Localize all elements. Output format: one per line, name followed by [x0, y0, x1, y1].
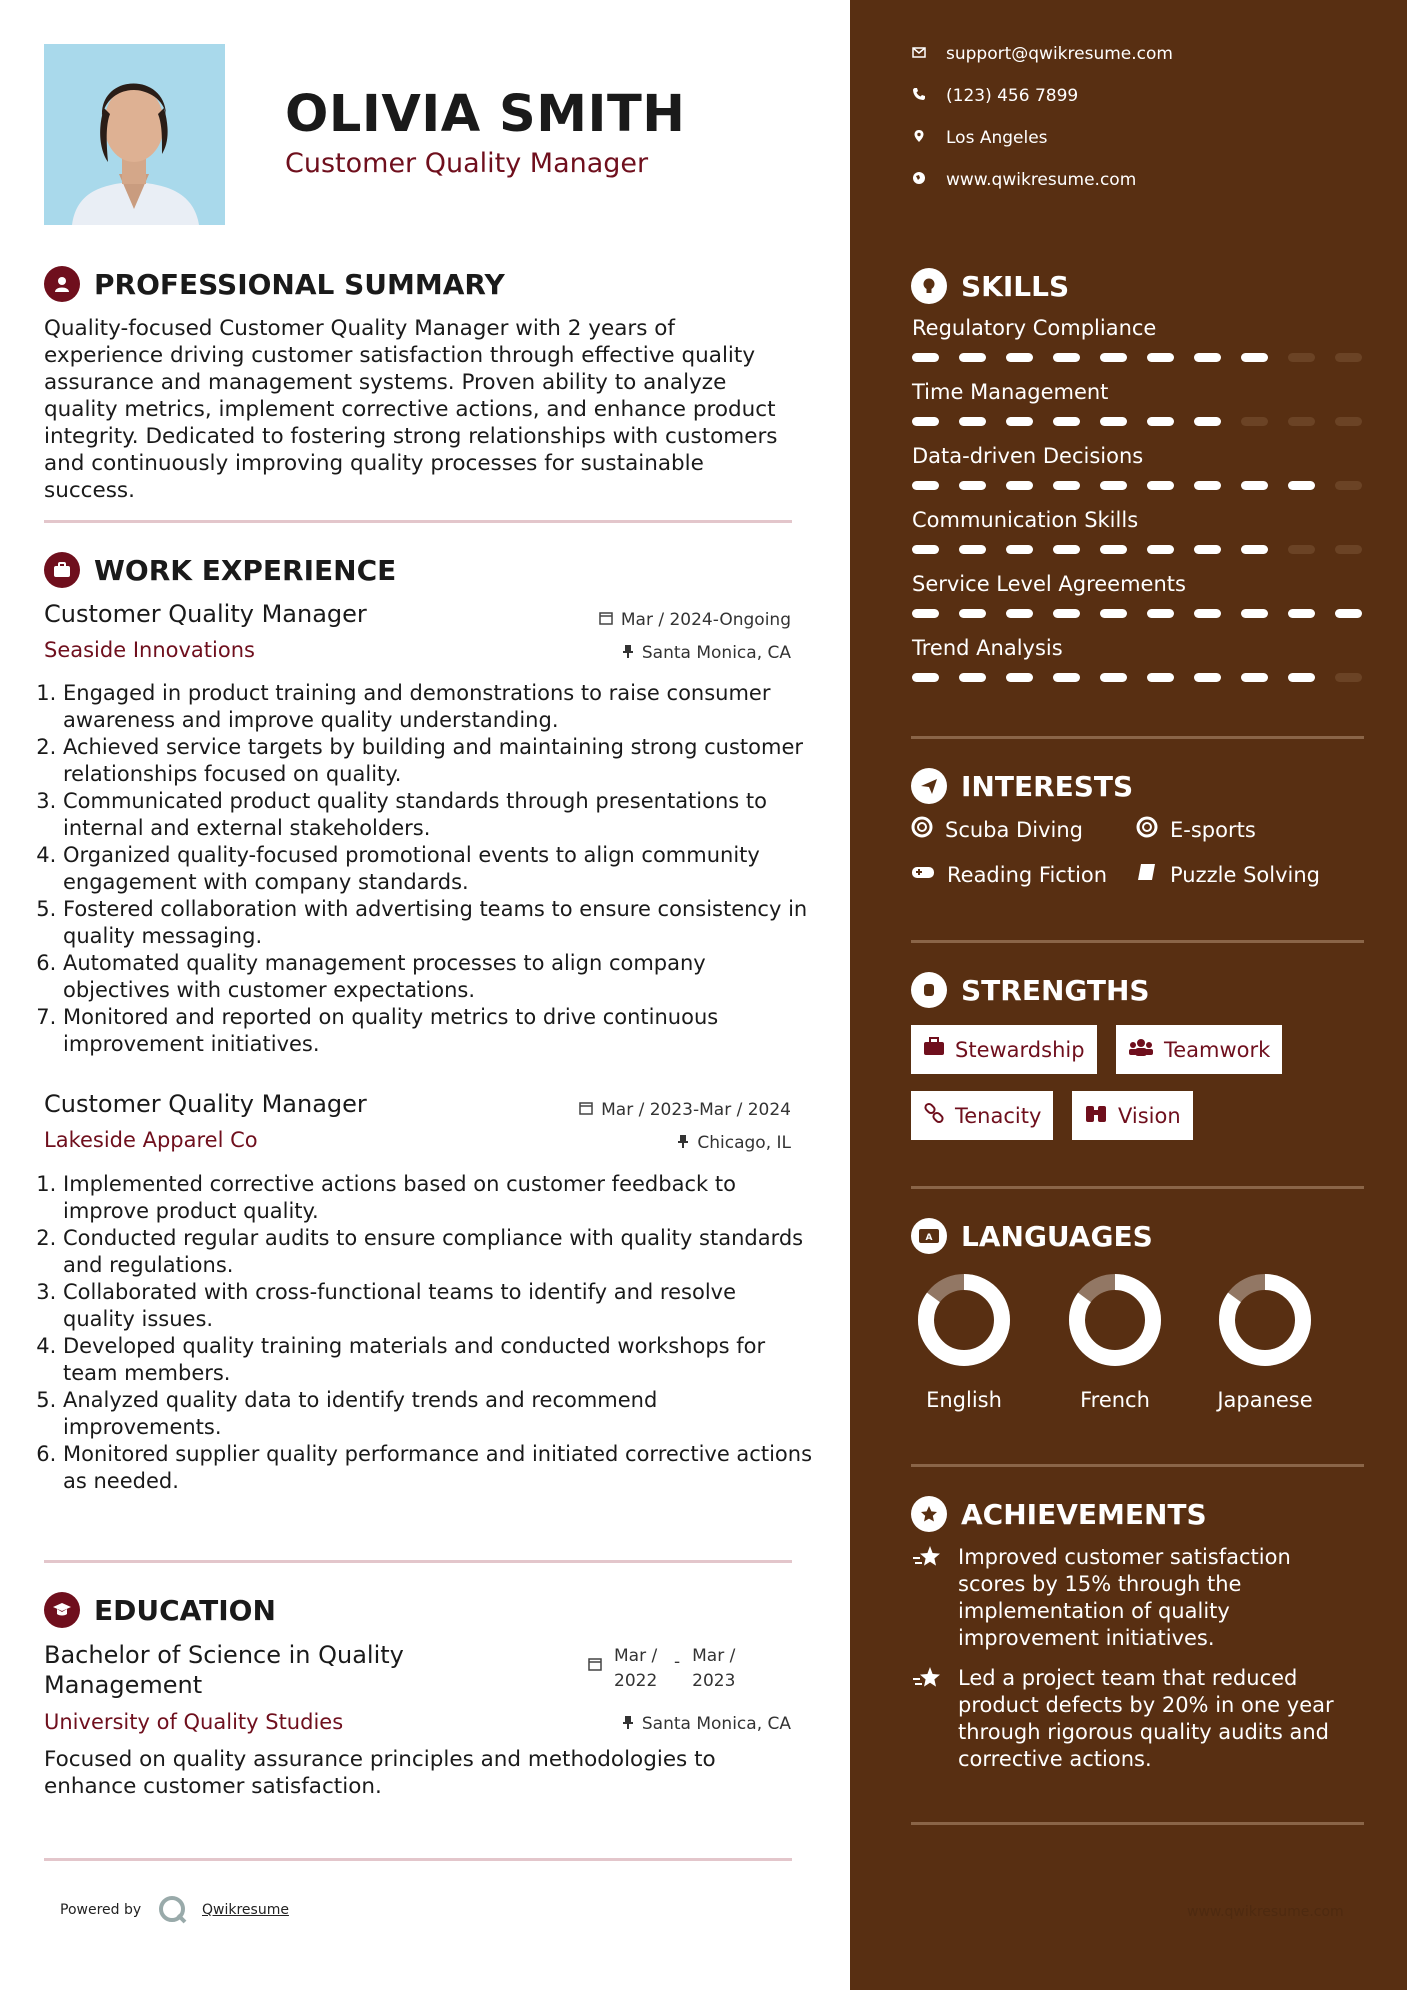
interests-title: INTERESTS — [961, 769, 1134, 803]
user-icon — [44, 266, 80, 302]
interests-heading — [911, 768, 1133, 804]
paper-plane-icon — [911, 768, 947, 804]
list-item: 1. Implemented corrective actions based on customer feedback to improve product quality. — [63, 1171, 813, 1225]
degree-title: Bachelor of Science in Quality Management — [44, 1641, 404, 1699]
skill-level-dash — [1053, 417, 1080, 426]
education-description: Focused on quality assurance principles and methodologies to enhance customer satisfaction. — [44, 1747, 716, 1799]
star-icon — [912, 1544, 944, 1652]
work-heading — [44, 552, 396, 588]
skill-level-dash — [959, 673, 986, 682]
skill-level-dash — [1288, 481, 1315, 490]
language-ring — [914, 1270, 1014, 1370]
skill-level-dash — [1100, 609, 1127, 618]
globe-icon — [912, 170, 926, 190]
divider — [44, 520, 792, 523]
skills-heading — [911, 268, 1069, 304]
language-item — [889, 1270, 1039, 1412]
skill-level-dash — [1100, 353, 1127, 362]
candidate-role: Customer Quality Manager — [285, 148, 649, 179]
list-item: 6. Automated quality management processes to align company objectives with customer expectations. — [63, 950, 813, 1004]
skill-level-dash — [1100, 545, 1127, 554]
languages-heading — [911, 1218, 1153, 1254]
skill-level-dash — [1053, 609, 1080, 618]
skill-level-dash — [959, 417, 986, 426]
skill-level-dash — [1194, 545, 1221, 554]
skill-level-dash — [1100, 673, 1127, 682]
calendar-icon — [579, 1100, 593, 1120]
skill-level-dash — [959, 609, 986, 618]
contact-phone[interactable]: (123) 456 7899 — [912, 86, 1078, 106]
education-end: Mar / 2023 — [692, 1646, 736, 1691]
education-start: Mar / 2022 — [614, 1646, 658, 1691]
achievement-item: Improved customer satisfaction scores by 15% through the implementation of quality improvement initiatives. — [912, 1544, 1352, 1652]
divider — [911, 736, 1364, 739]
list-item: 3. Collaborated with cross-functional teams to identify and resolve quality issues. — [63, 1279, 813, 1333]
skill-level-dash — [912, 481, 939, 490]
achievements-heading — [911, 1496, 1207, 1532]
star-icon — [912, 1665, 944, 1773]
skill-level-dash — [1288, 673, 1315, 682]
language-item — [1190, 1270, 1340, 1412]
language-label: Japanese — [1217, 1388, 1313, 1412]
skill-level-dash — [1241, 609, 1268, 618]
skill-level-dash — [1006, 353, 1033, 362]
skill-level-dash — [1241, 673, 1268, 682]
skill-level-dash — [1006, 481, 1033, 490]
achievement-item: Led a project team that reduced product defects by 20% in one year through rigorous quality audits and corrective actions. — [912, 1665, 1352, 1773]
job-location: Santa Monica, CA — [622, 643, 791, 663]
binoculars-icon — [1084, 1102, 1108, 1129]
skill-level-dash — [1147, 417, 1174, 426]
skill-level-dash — [1006, 417, 1033, 426]
skill-name: Time Management — [912, 380, 1109, 404]
contact-email[interactable]: support@qwikresume.com — [912, 44, 1173, 64]
job-date: Mar / 2023-Mar / 2024 — [579, 1100, 791, 1120]
education-dates — [588, 1644, 740, 1694]
strengths-heading — [911, 972, 1150, 1008]
job-company: Lakeside Apparel Co — [44, 1128, 258, 1152]
job-bullets — [44, 1171, 813, 1495]
list-item: 5. Fostered collaboration with advertising teams to ensure consistency in quality messaging. — [63, 896, 813, 950]
life-ring-icon — [1136, 816, 1158, 843]
skill-level-dash — [1194, 609, 1221, 618]
summary-title: PROFESSIONAL SUMMARY — [94, 267, 505, 301]
interest-item: E-sports — [1136, 816, 1256, 843]
star-badge-icon — [911, 1496, 947, 1532]
language-label: French — [1080, 1388, 1150, 1412]
language-label: English — [926, 1388, 1002, 1412]
divider — [911, 1186, 1364, 1189]
skill-level-bar — [912, 417, 1362, 426]
qwikresume-link[interactable]: Qwikresume — [202, 1902, 289, 1918]
gamepad-icon — [911, 861, 935, 888]
list-item: 4. Developed quality training materials and conducted workshops for team members. — [63, 1333, 813, 1387]
avatar — [44, 44, 225, 225]
job-bullets — [44, 680, 813, 1058]
list-item: 6. Monitored supplier quality performance and initiated corrective actions as needed. — [63, 1441, 813, 1495]
briefcase-icon — [923, 1037, 945, 1062]
achievements-title: ACHIEVEMENTS — [961, 1497, 1207, 1531]
skill-level-dash — [1100, 417, 1127, 426]
footer-website: www.qwikresume.com — [1187, 1904, 1344, 1920]
link-icon — [923, 1102, 945, 1129]
skill-level-dash — [1006, 609, 1033, 618]
skill-level-bar — [912, 353, 1362, 362]
skill-level-dash — [1147, 545, 1174, 554]
skill-level-bar — [912, 673, 1362, 682]
skill-level-dash — [912, 417, 939, 426]
life-ring-icon — [911, 816, 933, 843]
job-title: Customer Quality Manager — [44, 600, 367, 628]
skill-name: Service Level Agreements — [912, 572, 1186, 596]
skill-name: Communication Skills — [912, 508, 1139, 532]
skill-level-dash — [1194, 673, 1221, 682]
skill-level-dash — [959, 481, 986, 490]
skill-level-dash — [1147, 481, 1174, 490]
skill-level-dash — [1053, 353, 1080, 362]
strengths-title: STRENGTHS — [961, 973, 1150, 1007]
skill-level-dash — [912, 673, 939, 682]
language-ring — [1215, 1270, 1315, 1370]
skill-level-bar — [912, 481, 1362, 490]
skill-level-dash — [1288, 417, 1315, 426]
strength-badge: Tenacity — [911, 1091, 1053, 1140]
skill-level-dash — [1241, 353, 1268, 362]
list-item: 1. Engaged in product training and demonstrations to raise consumer awareness and improve quality understanding. — [63, 680, 813, 734]
summary-text: Quality-focused Customer Quality Manager with 2 years of experience driving customer satisfaction through effective quality assurance and management systems. Proven ability to analyze quality metrics, implement corrective actions, and enhance product integrity. Dedicated to fostering strong relationships with customers and continuously improving quality processes for sustainable success. — [44, 316, 778, 503]
phone-icon — [912, 86, 926, 106]
list-item: 5. Analyzed quality data to identify trends and recommend improvements. — [63, 1387, 813, 1441]
profile-photo — [44, 44, 225, 225]
skill-level-dash — [1335, 417, 1362, 426]
interest-item: Scuba Diving — [911, 816, 1083, 843]
skill-level-dash — [1335, 353, 1362, 362]
interest-item: Reading Fiction — [911, 861, 1107, 888]
users-icon — [1128, 1037, 1154, 1062]
divider — [911, 1822, 1364, 1825]
skill-level-dash — [1288, 609, 1315, 618]
summary-heading — [44, 266, 505, 302]
skill-level-bar — [912, 545, 1362, 554]
school-name: University of Quality Studies — [44, 1710, 344, 1734]
skill-name: Data-driven Decisions — [912, 444, 1144, 468]
lightbulb-icon — [911, 268, 947, 304]
skill-level-dash — [1288, 353, 1315, 362]
divider — [44, 1858, 792, 1861]
skill-level-dash — [1335, 545, 1362, 554]
strength-badge: Teamwork — [1116, 1025, 1282, 1074]
skill-name: Trend Analysis — [912, 636, 1063, 660]
list-item: 4. Organized quality-focused promotional events to align community engagement with company standards. — [63, 842, 813, 896]
skill-level-dash — [1147, 673, 1174, 682]
list-item: 7. Monitored and reported on quality metrics to drive continuous improvement initiatives. — [63, 1004, 813, 1058]
language-ring — [1065, 1270, 1165, 1370]
qwikresume-logo-icon — [158, 1895, 188, 1929]
languages-title: LANGUAGES — [961, 1219, 1153, 1253]
job-date: Mar / 2024-Ongoing — [599, 610, 791, 630]
skill-level-dash — [912, 353, 939, 362]
education-title: EDUCATION — [94, 1593, 276, 1627]
list-item: 2. Conducted regular audits to ensure compliance with quality standards and regulations. — [63, 1225, 813, 1279]
skill-level-dash — [1335, 609, 1362, 618]
contact-location: Los Angeles — [912, 128, 1048, 148]
skill-level-dash — [1053, 673, 1080, 682]
skill-level-dash — [912, 545, 939, 554]
interest-item: Puzzle Solving — [1136, 861, 1320, 888]
divider — [44, 1560, 792, 1563]
language-item — [1040, 1270, 1190, 1412]
job-title: Customer Quality Manager — [44, 1090, 367, 1118]
pin-icon — [677, 1133, 689, 1153]
divider — [911, 940, 1364, 943]
strength-badge: Vision — [1072, 1091, 1193, 1140]
skills-title: SKILLS — [961, 269, 1070, 303]
list-item: 2. Achieved service targets by building and maintaining strong customer relationships focused on quality. — [63, 734, 813, 788]
skill-level-dash — [1053, 481, 1080, 490]
skill-level-dash — [1053, 545, 1080, 554]
skill-name: Regulatory Compliance — [912, 316, 1157, 340]
skill-level-dash — [1288, 545, 1315, 554]
skill-level-dash — [1335, 481, 1362, 490]
contact-website[interactable]: www.qwikresume.com — [912, 170, 1136, 190]
powered-by: Powered by — [60, 1902, 142, 1918]
job-location: Chicago, IL — [677, 1133, 791, 1153]
skill-level-dash — [912, 609, 939, 618]
calendar-icon — [599, 610, 613, 630]
skill-level-dash — [1241, 545, 1268, 554]
skill-level-dash — [1241, 481, 1268, 490]
calendar-icon — [588, 1644, 602, 1694]
strength-badge: Stewardship — [911, 1025, 1097, 1074]
job-company: Seaside Innovations — [44, 638, 255, 662]
candidate-name: OLIVIA SMITH — [285, 85, 686, 144]
skill-level-dash — [959, 353, 986, 362]
education-location: Santa Monica, CA — [622, 1714, 791, 1734]
svg-text:A: A — [925, 1233, 933, 1243]
pin-icon — [622, 643, 634, 663]
skill-level-dash — [959, 545, 986, 554]
graduation-cap-icon — [44, 1592, 80, 1628]
skill-level-dash — [1147, 353, 1174, 362]
skill-level-dash — [1006, 545, 1033, 554]
skill-level-dash — [1194, 481, 1221, 490]
skill-level-dash — [1194, 417, 1221, 426]
pin-icon — [622, 1714, 634, 1734]
skill-level-bar — [912, 609, 1362, 618]
skill-level-dash — [1100, 481, 1127, 490]
language-icon — [911, 1218, 947, 1254]
briefcase-icon — [44, 552, 80, 588]
fist-icon — [911, 972, 947, 1008]
divider — [911, 1464, 1364, 1467]
skill-level-dash — [1335, 673, 1362, 682]
education-heading — [44, 1592, 276, 1628]
skill-level-dash — [1241, 417, 1268, 426]
skill-level-dash — [1006, 673, 1033, 682]
list-item: 3. Communicated product quality standards through presentations to internal and external stakeholders. — [63, 788, 813, 842]
skill-level-dash — [1147, 609, 1174, 618]
date-separator: - — [674, 1652, 681, 1672]
work-title: WORK EXPERIENCE — [94, 553, 397, 587]
book-icon — [1136, 861, 1158, 888]
skill-level-dash — [1194, 353, 1221, 362]
envelope-icon — [912, 44, 926, 64]
map-marker-icon — [912, 128, 926, 148]
